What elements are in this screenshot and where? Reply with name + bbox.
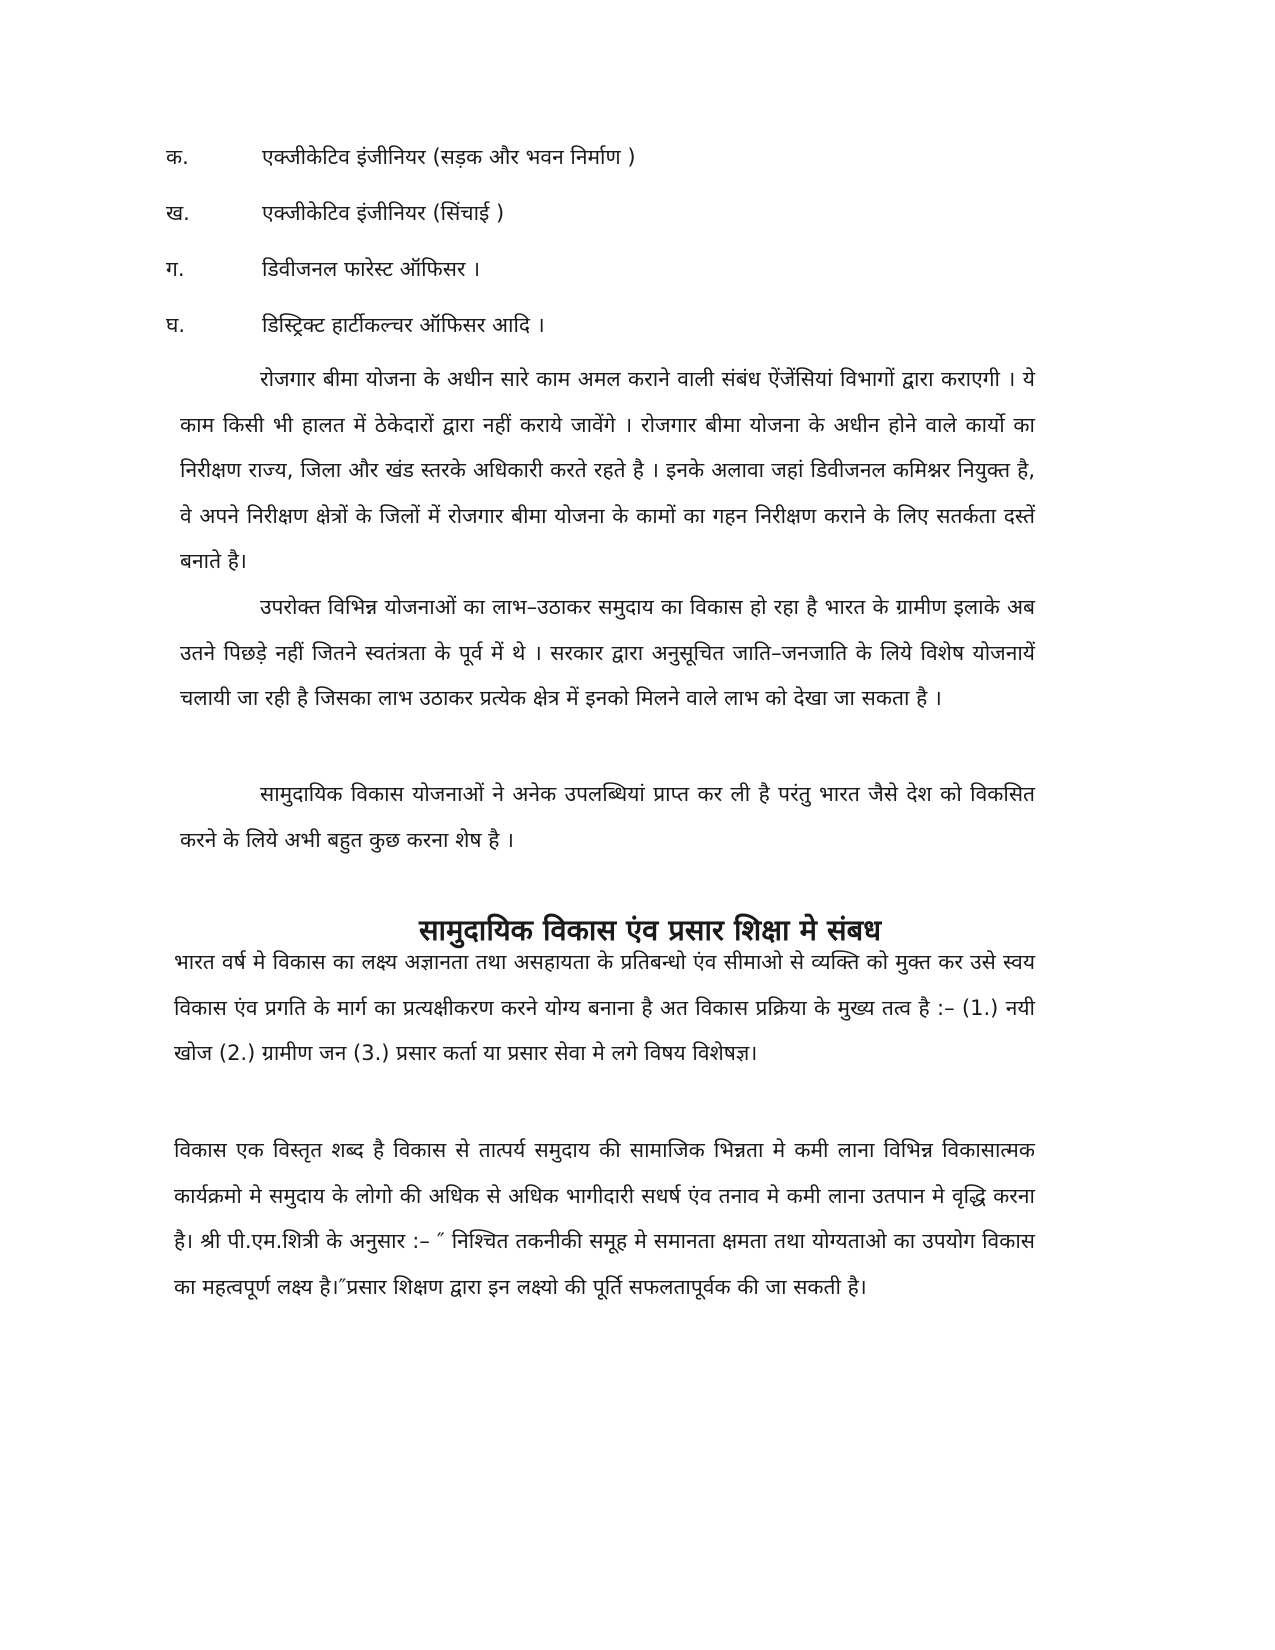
list-item [166, 254, 1066, 284]
paragraph-yojana-labh: उपरोक्त विभिन्न योजनाओं का लाभ–उठाकर समुदाय का विकास हो रहा है भारत के ग्रामीण इलाके अब उतने पिछड़े नहीं जितने स्वतंत्रता के पूर्व में थे । सरकार द्वारा अनुसूचित जाति–जनजाति के लिये विशेष योजनायें चलायी जा रही है जिसका लाभ उठाकर प्रत्येक क्षेत्र में इनको मिलने वाले लाभ को देखा जा सकता है । [180, 595, 1035, 710]
list-text: डिवीजनल फारेस्ट ऑफिसर । [262, 257, 481, 281]
paragraph-vikas-paribhasha: विकास एक विस्तृत शब्द है विकास से तात्पर्य समुदाय की सामाजिक भिन्नता मे कमी लाना विभिन्न विकासात्मक कार्यक्रमो मे समुदाय के लोगो की अधिक से अधिक भागीदारी सधर्ष एंव तनाव मे कमी लाना उतपान मे वृद्धि करना है। श्री पी.एम.शित्री के अनुसार :– ″ निश्चित तकनीकी समूह मे समानता क्षमता तथा योग्यताओ का उपयोग विकास का महत्वपूर्ण लक्ष्य है।″प्रसार शिक्षण द्वारा इन लक्ष्यो की पूर्ति सफलतापूर्वक की जा सकती है। [174, 1138, 1035, 1299]
list-item [166, 198, 1066, 228]
list-text: एक्जीकेटिव इंजीनियर (सिंचाई ) [262, 201, 505, 225]
list-marker: ग. [166, 257, 185, 281]
list-item [166, 142, 1066, 172]
paragraph-vikas-lakshya: भारत वर्ष मे विकास का लक्ष्य अज्ञानता तथा असहायता के प्रतिबन्धो एंव सीमाओ से व्यक्ति को मुक्त कर उसे स्वय विकास एंव प्रगति के मार्ग का प्रत्यक्षीकरण करने योग्य बनाना है अत विकास प्रक्रिया के मुख्य तत्व है :– (1.) नयी खोज (2.) ग्रामीण जन (3.) प्रसार कर्ता या प्रसार सेवा मे लगे विषय विशेषज्ञ। [174, 950, 1035, 1065]
list-marker: घ. [166, 313, 186, 337]
paragraph-samudayik-vikas: सामुदायिक विकास योजनाओं ने अनेक उपलब्धियां प्राप्त कर ली है परंतु भारत जैसे देश को विकसित करने के लिये अभी बहुत कुछ करना शेष है । [180, 782, 1035, 852]
list-text: डिस्ट्रिक्ट हार्टीकल्चर ऑफिसर आदि । [262, 313, 545, 337]
paragraph-rojgar-bima: रोजगार बीमा योजना के अधीन सारे काम अमल कराने वाली संबंध ऐंजेंसियां विभागों द्वारा कराएगी । ये काम किसी भी हालत में ठेकेदारों द्वारा नहीं कराये जावेंगे । रोजगार बीमा योजना के अधीन होने वाले कार्यो का निरीक्षण राज्य, जिला और खंड स्तरके अधिकारी करते रहते है । इनके अलावा जहां डिवीजनल कमिश्नर नियुक्त है, वे अपने निरीक्षण क्षेत्रों के जिलों में रोजगार बीमा योजना के कामों का गहन निरीक्षण कराने के लिए सतर्कता दस्तें बनाते है। [180, 367, 1035, 573]
list-item [166, 310, 1066, 340]
list-marker: ख. [166, 201, 190, 225]
list-text: एक्जीकेटिव इंजीनियर (सड़क और भवन निर्माण ) [262, 145, 636, 169]
list-marker: क. [166, 145, 189, 169]
section-heading: सामुदायिक विकास एंव प्रसार शिक्षा मे संबध [418, 913, 882, 947]
